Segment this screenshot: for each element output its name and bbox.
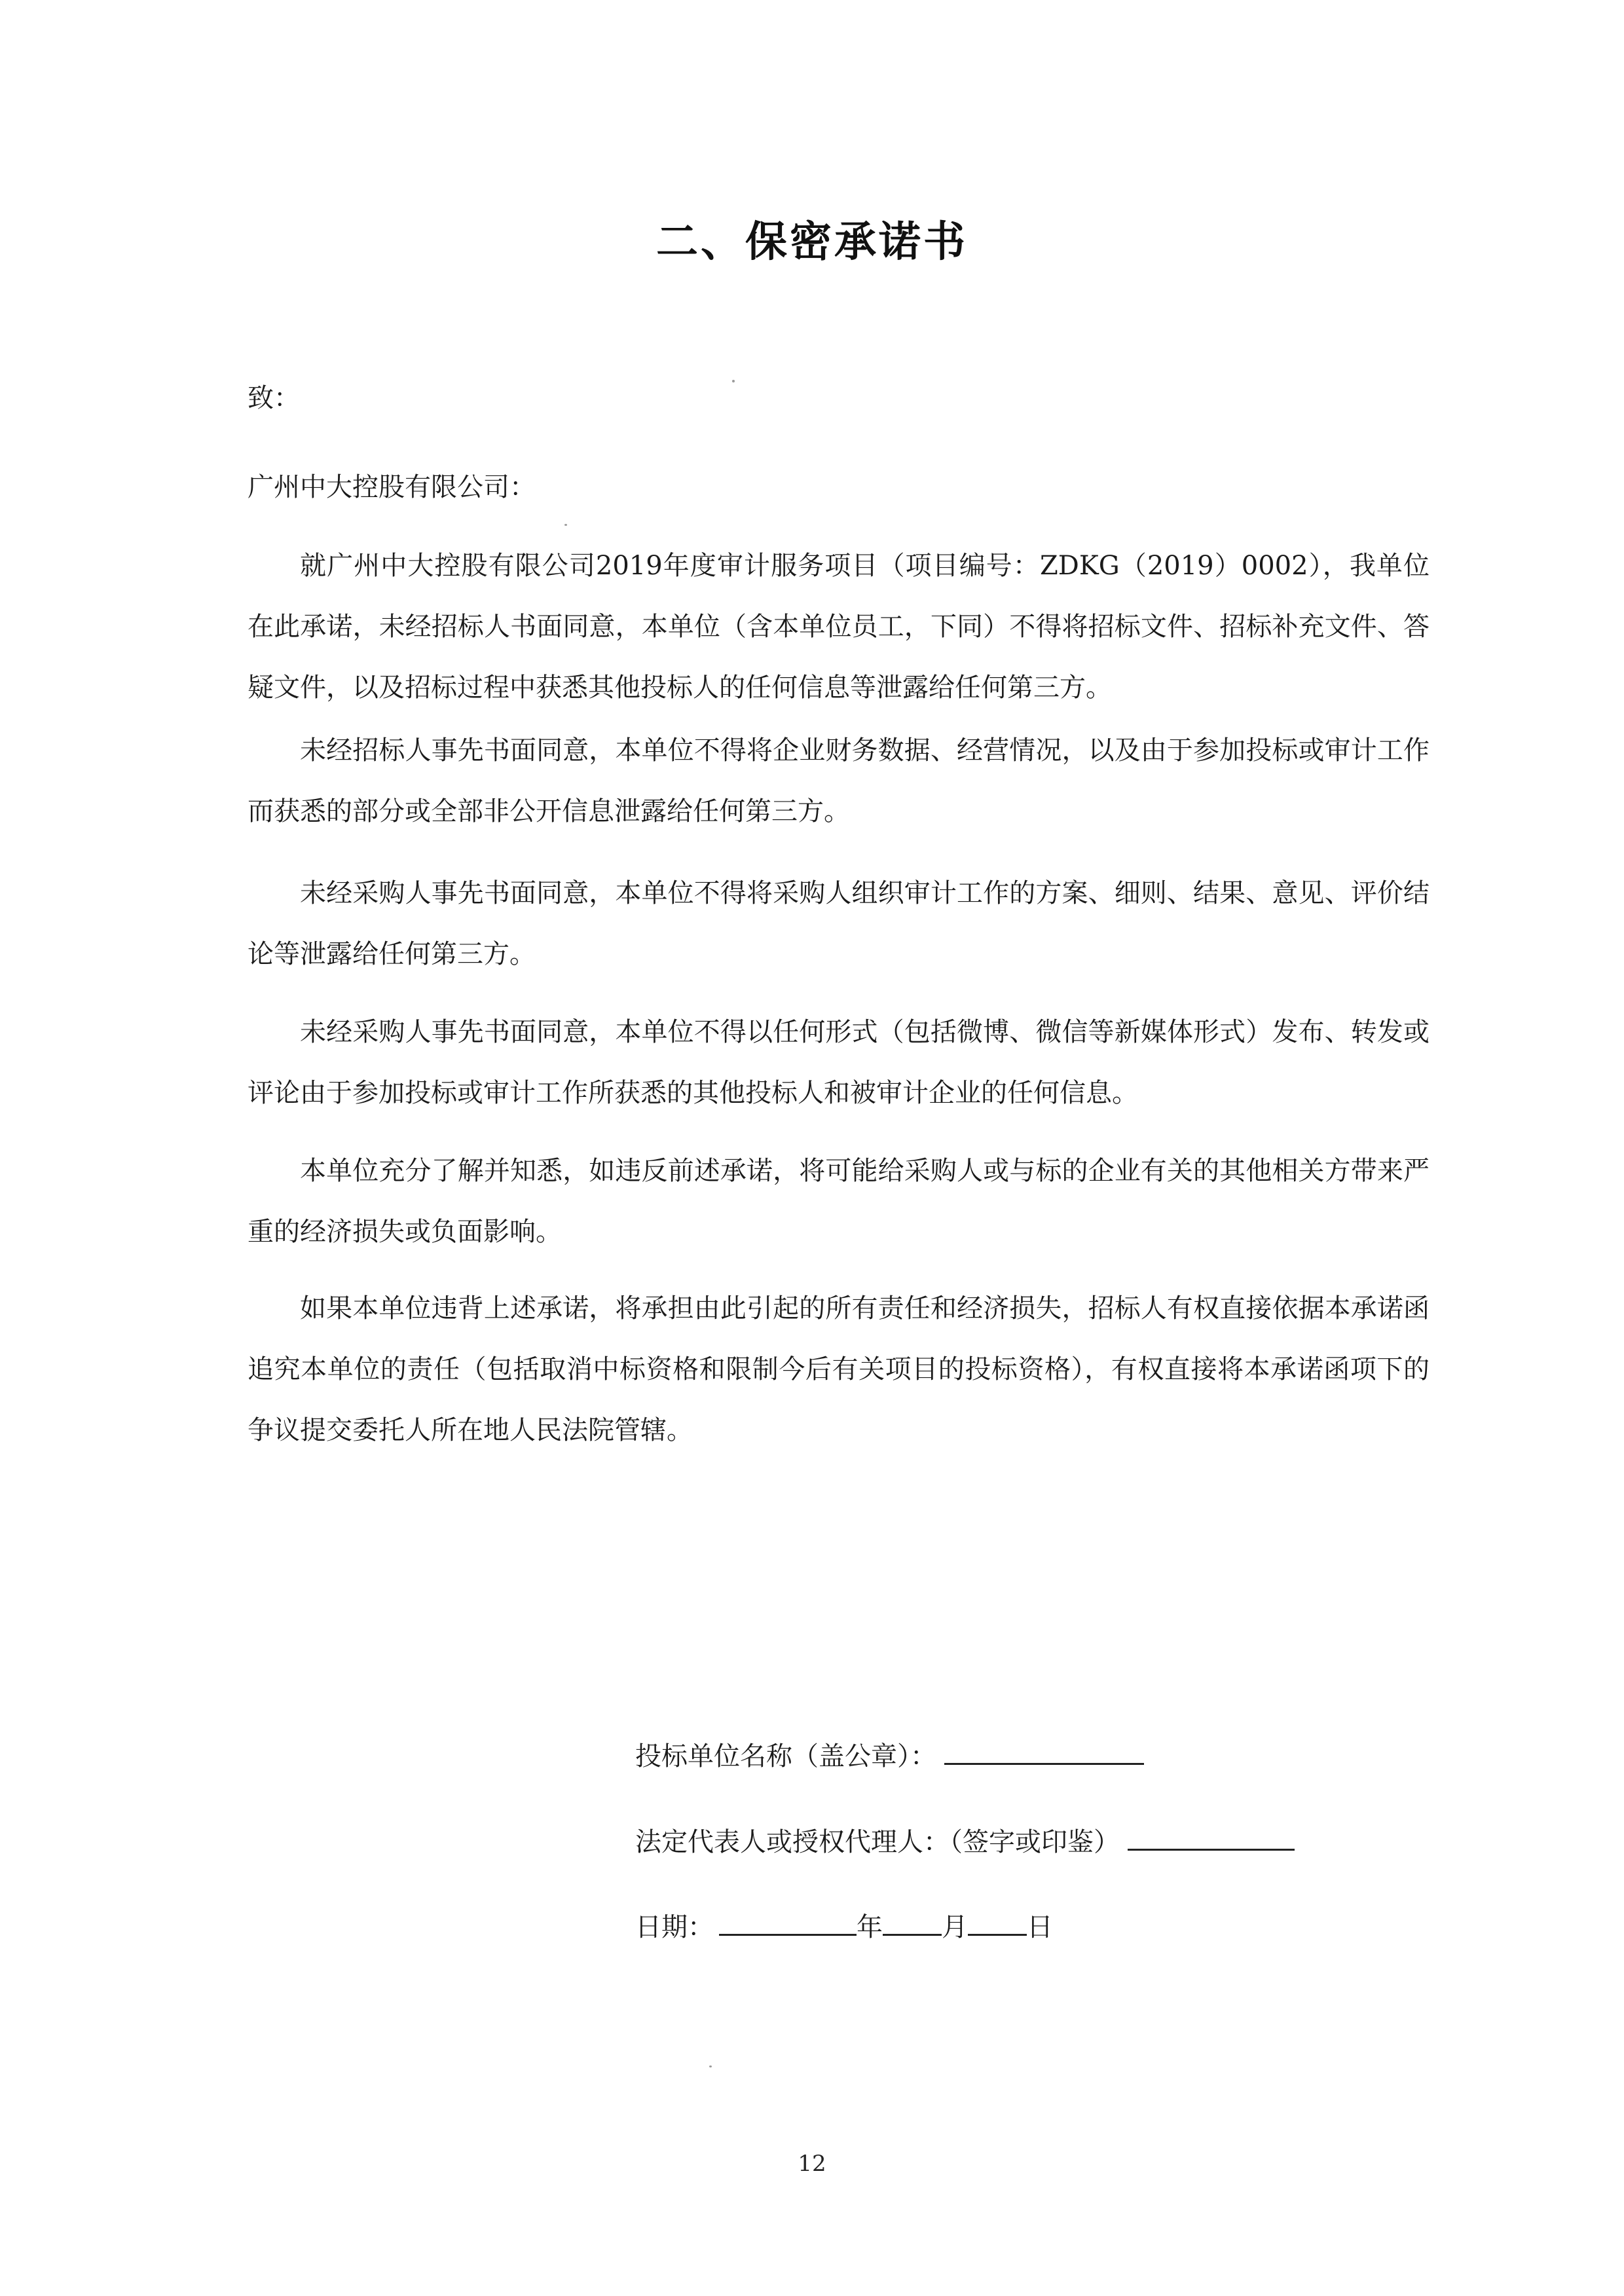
bidder-name-field xyxy=(635,1737,1144,1773)
salutation: 致： xyxy=(248,383,300,413)
representative-label: 法定代表人或授权代理人：（签字或印鉴） xyxy=(635,1827,1120,1857)
paragraph-media: 未经采购人事先书面同意，本单位不得以任何形式（包括微博、微信等新媒体形式）发布、转发或评论由于参加投标或审计工作所获悉的其他投标人和被审计企业的任何信息。 xyxy=(248,1017,1430,1108)
month-label: 月 xyxy=(942,1912,968,1942)
day-label: 日 xyxy=(1027,1912,1053,1942)
recipient: 广州中大控股有限公司： xyxy=(248,472,536,502)
representative-blank[interactable] xyxy=(1128,1823,1295,1851)
year-label: 年 xyxy=(857,1912,883,1942)
document-title: 二、保密承诺书 xyxy=(656,218,968,267)
page-number: 12 xyxy=(798,2151,826,2177)
day-blank[interactable] xyxy=(968,1908,1027,1936)
paragraph-project-commitment: 就广州中大控股有限公司2019年度审计服务项目（项目编号：ZDKG（2019）0002），我单位在此承诺，未经招标人书面同意，本单位（含本单位员工，下同）不得将招标文件、招标补充文件、答疑文件，以及招标过程中获悉其他投标人的任何信息等泄露给任何第三方。 xyxy=(248,551,1430,703)
date-label: 日期： xyxy=(635,1912,714,1942)
paragraph-financial-data: 未经招标人事先书面同意，本单位不得将企业财务数据、经营情况，以及由于参加投标或审计工作而获悉的部分或全部非公开信息泄露给任何第三方。 xyxy=(248,735,1430,826)
paragraph-audit-plan: 未经采购人事先书面同意，本单位不得将采购人组织审计工作的方案、细则、结果、意见、评价结论等泄露给任何第三方。 xyxy=(248,878,1430,969)
year-blank[interactable] xyxy=(719,1908,857,1936)
bidder-name-blank[interactable] xyxy=(944,1737,1144,1765)
paragraph-liability: 如果本单位违背上述承诺，将承担由此引起的所有责任和经济损失，招标人有权直接依据本承诺函追究本单位的责任（包括取消中标资格和限制今后有关项目的投标资格），有权直接将本承诺函项下的争议提交委托人所在地人民法院管辖。 xyxy=(248,1293,1430,1445)
date-field xyxy=(635,1908,1053,1944)
representative-field xyxy=(635,1823,1295,1859)
paragraph-awareness: 本单位充分了解并知悉，如违反前述承诺，将可能给采购人或与标的企业有关的其他相关方带来严重的经济损失或负面影响。 xyxy=(248,1156,1430,1247)
bidder-name-label: 投标单位名称（盖公章）： xyxy=(635,1741,936,1771)
scan-speck xyxy=(564,524,567,526)
scan-speck xyxy=(732,380,735,382)
scan-speck xyxy=(709,2065,712,2067)
month-blank[interactable] xyxy=(883,1908,942,1936)
